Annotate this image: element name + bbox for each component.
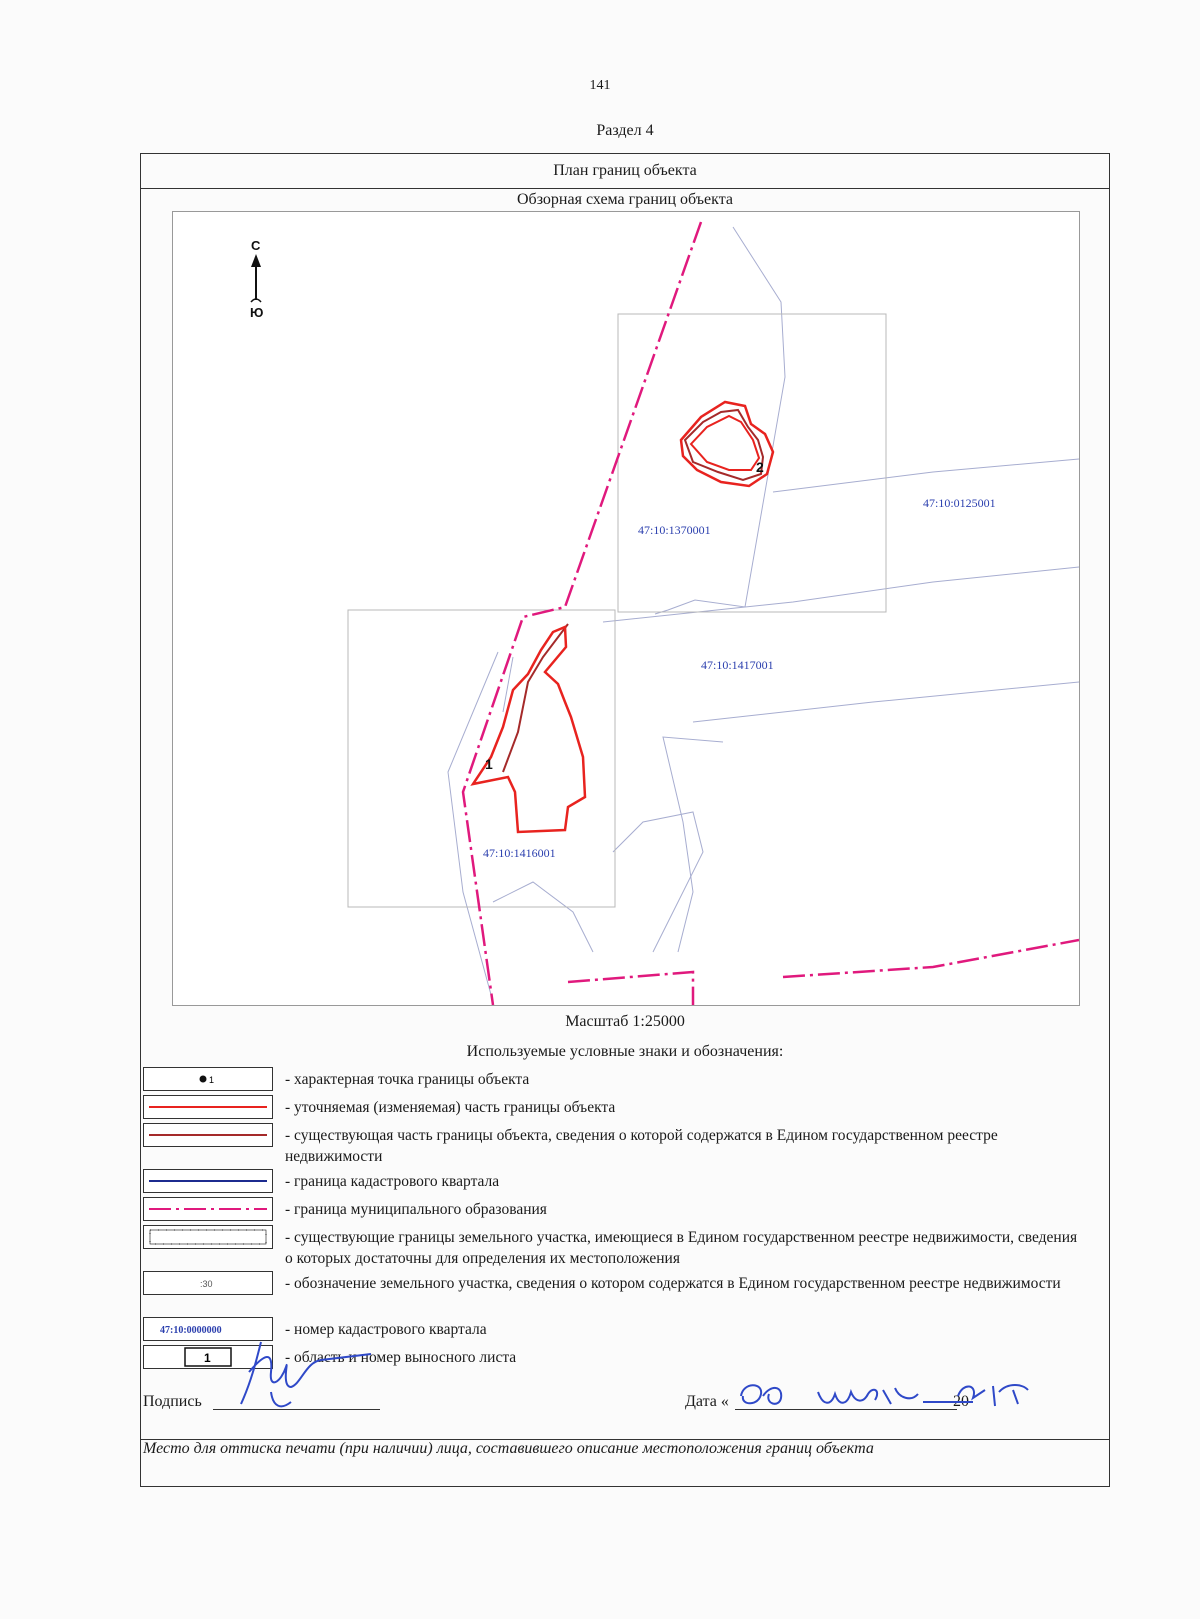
page-number: 141	[589, 78, 611, 93]
legend-text: - область и номер выносного листа	[285, 1349, 517, 1366]
legend-symbol-red-line	[143, 1095, 273, 1119]
quarter-boundary	[493, 882, 593, 952]
map-canvas	[173, 212, 1079, 1005]
legend-text: - характерная точка границы объекта	[285, 1071, 530, 1088]
quarter-label: 47:10:1417001	[701, 658, 774, 672]
date-handwriting	[723, 1372, 1063, 1417]
plan-header: План границ объекта	[141, 154, 1109, 189]
overview-map	[172, 211, 1080, 1006]
north-arrow-icon	[251, 254, 261, 302]
legend-symbol-point	[143, 1067, 273, 1091]
sheet-area-1	[348, 610, 615, 907]
date-year-prefix: 20	[953, 1393, 969, 1410]
signature-label: Подпись	[143, 1393, 202, 1410]
date-label: Дата «	[685, 1393, 729, 1410]
section-title: Раздел 4	[596, 122, 654, 139]
legend-symbol-text: 47:10:0000000	[160, 1325, 222, 1336]
quarter-boundary	[613, 812, 703, 952]
signature-handwriting	[211, 1332, 381, 1412]
quarter-label: 47:10:1416001	[483, 846, 556, 860]
object-boundary-changed	[473, 627, 585, 832]
map-scale: Масштаб 1:25000	[565, 1013, 685, 1030]
legend-text: - существующая часть границы объекта, сведения о которой содержатся в Едином государственном реестре недвижимости	[285, 1127, 998, 1165]
legend-title: Используемые условные знаки и обозначения:	[466, 1043, 784, 1060]
legend-text: - граница муниципального образования	[285, 1201, 547, 1218]
plan-frame	[140, 153, 1110, 1487]
municipal-boundary	[463, 222, 701, 1005]
legend-text: - номер кадастрового квартала	[285, 1321, 487, 1338]
legend-text: - граница кадастрового квартала	[285, 1173, 500, 1190]
quarter-boundary	[693, 682, 1079, 722]
quarter-label: 47:10:0125001	[923, 496, 996, 510]
legend-symbol-text: 1	[209, 1075, 215, 1085]
quarter-boundary	[448, 652, 498, 1002]
quarter-boundary	[773, 459, 1079, 492]
legend-symbol-dotted-rect	[143, 1225, 273, 1249]
legend-symbol-text: 1	[204, 1351, 211, 1365]
legend-symbol-darkred-line	[143, 1123, 273, 1147]
quarter-boundary	[603, 567, 1079, 622]
legend-symbol-blue-line	[143, 1169, 273, 1193]
legend-text: - уточняемая (изменяемая) часть границы объекта	[285, 1099, 616, 1116]
map-title: Обзорная схема границ объекта	[517, 191, 733, 208]
legend-text: - обозначение земельного участка, сведения о котором содержатся в Едином государственном реестре недвижимости	[285, 1275, 1061, 1292]
sheet-marker: 2	[756, 459, 764, 475]
legend-text: - существующие границы земельного участка, имеющиеся в Едином государственном реестре недвижимости, сведения о которых достаточны для определения их местоположения	[285, 1229, 1078, 1267]
north-label: С	[251, 238, 261, 253]
municipal-boundary	[783, 940, 1079, 977]
legend-symbol-text: :30	[200, 1279, 213, 1289]
quarter-boundary	[663, 737, 723, 952]
stamp-note: Место для оттиска печати (при наличии) лица, составившего описание местоположения границ объекта	[143, 1440, 874, 1457]
municipal-boundary	[568, 972, 693, 1005]
sheet-marker: 1	[485, 756, 493, 772]
south-label: Ю	[250, 305, 264, 320]
quarter-label: 47:10:1370001	[638, 523, 711, 537]
legend-symbol-parcel-label	[143, 1271, 273, 1295]
stamp-note-area	[141, 1439, 1109, 1487]
legend-symbol-pink-dashdot	[143, 1197, 273, 1221]
